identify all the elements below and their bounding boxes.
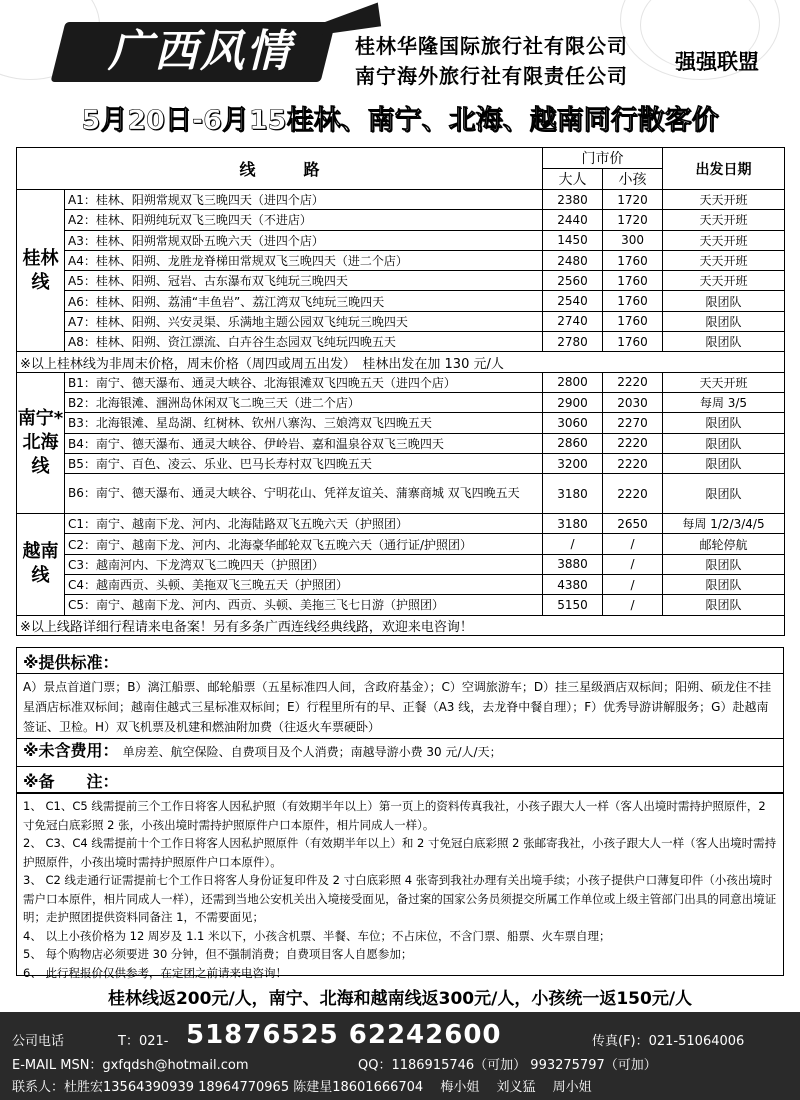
child-price: / bbox=[603, 595, 663, 615]
table-row bbox=[17, 190, 785, 210]
child-price: 1760 bbox=[603, 291, 663, 311]
child-price: 2220 bbox=[603, 372, 663, 392]
child-price: 2650 bbox=[603, 514, 663, 534]
fax: 传真(F)：021-51064006 bbox=[592, 1034, 745, 1049]
standards-heading: ※提供标准： bbox=[23, 653, 119, 672]
departure-date: 限团队 bbox=[663, 433, 785, 453]
table-row bbox=[17, 595, 785, 615]
child-header: 小孩 bbox=[603, 169, 663, 190]
remark-item: 4、 以上小孩价格为 12 周岁及 1.1 米以下，小孩含机票、半餐、车位；不占床位，不含门票、船票、火车票自理； bbox=[23, 928, 611, 943]
departure-date: 限团队 bbox=[663, 332, 785, 352]
table-row bbox=[17, 534, 785, 554]
route-name: B6：南宁、德天瀑布、通灵大峡谷、宁明花山、凭祥友谊关、蒲寨商城 双飞四晚五天 bbox=[65, 474, 543, 514]
child-price: 2220 bbox=[603, 433, 663, 453]
route-name: A4：桂林、阳朔、龙胜龙脊梯田常规双飞三晚四天（进二个店） bbox=[65, 250, 543, 270]
adult-price: 3180 bbox=[543, 514, 603, 534]
standards-box bbox=[16, 673, 784, 739]
departure-date: 每周 1/2/3/4/5 bbox=[663, 514, 785, 534]
departure-date: 天天开班 bbox=[663, 230, 785, 250]
phone-numbers: 51876525 62242600 bbox=[186, 1020, 502, 1050]
child-price: 1720 bbox=[603, 190, 663, 210]
all-routes-note: ※以上线路详细行程请来电备案！另有多条广西连线经典线路，欢迎来电咨询！ bbox=[17, 615, 785, 635]
child-price: 1760 bbox=[603, 250, 663, 270]
remark-item: 6、 此行程报价仅供参考，在定团之前请来电咨询！ bbox=[23, 965, 287, 980]
child-price: 1760 bbox=[603, 332, 663, 352]
adult-price: 5150 bbox=[543, 595, 603, 615]
route-name: B2：北海银滩、涠洲岛休闲双飞二晚三天（进二个店） bbox=[65, 392, 543, 412]
contacts: 联系人：杜胜宏13564390939 18964770965 陈建星18601666704 梅小姐 刘义猛 周小姐 bbox=[12, 1080, 592, 1095]
remarks-heading-box bbox=[16, 767, 784, 793]
departure-date: 限团队 bbox=[663, 575, 785, 595]
adult-price: 3200 bbox=[543, 453, 603, 473]
table-row bbox=[17, 230, 785, 250]
route-name: C2：南宁、越南下龙、河内、北海豪华邮轮双飞五晚六天（通行证/护照团） bbox=[65, 534, 543, 554]
excluded-heading: ※未含费用： bbox=[23, 741, 111, 760]
child-price: / bbox=[603, 534, 663, 554]
price-table bbox=[16, 147, 785, 636]
price-header: 门市价 bbox=[543, 148, 663, 169]
adult-price: 2440 bbox=[543, 210, 603, 230]
child-price: 2220 bbox=[603, 453, 663, 473]
remark-item: 1、 C1、C5 线需提前三个工作日将客人因私护照（有效期半年以上）第一页上的资料传真我社，小孩子跟大人一样（客人出境时需持护照原件，2 寸免冠白底彩照 2 张，小孩出境时需持护照原件户口本原件，相片同成人一样）。 bbox=[23, 799, 766, 832]
departure-date: 天天开班 bbox=[663, 250, 785, 270]
route-name: B5：南宁、百色、凌云、乐业、巴马长寿村双飞四晚五天 bbox=[65, 453, 543, 473]
departure-date: 天天开班 bbox=[663, 190, 785, 210]
route-name: A6：桂林、阳朔、荔浦“丰鱼岩”、荔江湾双飞纯玩三晚四天 bbox=[65, 291, 543, 311]
route-name: C5：南宁、越南下龙、河内、西贡、头顿、美拖三飞七日游（护照团） bbox=[65, 595, 543, 615]
child-price: / bbox=[603, 575, 663, 595]
note-row bbox=[17, 615, 785, 635]
adult-price: 2560 bbox=[543, 271, 603, 291]
table-row bbox=[17, 433, 785, 453]
departure-date: 限团队 bbox=[663, 595, 785, 615]
route-group-label: 南宁*北海线 bbox=[17, 372, 65, 513]
table-row bbox=[17, 554, 785, 574]
departure-date: 限团队 bbox=[663, 453, 785, 473]
route-name: B1：南宁、德天瀑布、通灵大峡谷、北海银滩双飞四晚五天（进四个店） bbox=[65, 372, 543, 392]
adult-price: 2860 bbox=[543, 433, 603, 453]
table-row bbox=[17, 575, 785, 595]
adult-price: 2800 bbox=[543, 372, 603, 392]
note-row bbox=[17, 352, 785, 372]
table-row bbox=[17, 453, 785, 473]
company-name-1: 桂林华隆国际旅行社有限公司 bbox=[355, 34, 628, 58]
logo-text: 广西风情 bbox=[108, 26, 292, 77]
route-name: A1：桂林、阳朔常规双飞三晚四天（进四个店） bbox=[65, 190, 543, 210]
adult-header: 大人 bbox=[543, 169, 603, 190]
departure-header: 出发日期 bbox=[663, 148, 785, 190]
rebate-line: 桂林线返200元/人，南宁、北海和越南线返300元/人，小孩统一返150元/人 bbox=[107, 989, 693, 1009]
route-name: B4：南宁、德天瀑布、通灵大峡谷、伊岭岩、嘉和温泉谷双飞三晚四天 bbox=[65, 433, 543, 453]
qq-numbers: QQ：1186915746（可加） 993275797（可加） bbox=[358, 1058, 657, 1073]
standards-heading-box bbox=[16, 647, 784, 673]
route-name: A3：桂林、阳朔常规双卧五晚六天（进四个店） bbox=[65, 230, 543, 250]
route-name: A5：桂林、阳朔、冠岩、古东瀑布双飞纯玩三晚四天 bbox=[65, 271, 543, 291]
email: E-MAIL MSN：gxfqdsh@hotmail.com bbox=[12, 1058, 249, 1073]
table-row bbox=[17, 311, 785, 331]
child-price: 1720 bbox=[603, 210, 663, 230]
adult-price: 4380 bbox=[543, 575, 603, 595]
adult-price: / bbox=[543, 534, 603, 554]
header bbox=[0, 0, 800, 92]
table-row bbox=[17, 291, 785, 311]
alliance-label: 强强联盟 bbox=[675, 50, 759, 74]
adult-price: 2740 bbox=[543, 311, 603, 331]
adult-price: 2480 bbox=[543, 250, 603, 270]
adult-price: 2900 bbox=[543, 392, 603, 412]
route-name: B3：北海银滩、星岛湖、红树林、钦州八寨沟、三娘湾双飞四晚五天 bbox=[65, 413, 543, 433]
departure-date: 天天开班 bbox=[663, 210, 785, 230]
route-name: A7：桂林、阳朔、兴安灵渠、乐满地主题公园双飞纯玩三晚四天 bbox=[65, 311, 543, 331]
departure-date: 限团队 bbox=[663, 474, 785, 514]
route-header: 线 路 bbox=[17, 148, 543, 190]
route-name: A2：桂林、阳朔纯玩双飞三晚四天（不进店） bbox=[65, 210, 543, 230]
table-row bbox=[17, 474, 785, 514]
remark-item: 5、 每个购物店必须要进 30 分钟，但不强制消费；自费项目客人自愿参加； bbox=[23, 947, 413, 961]
adult-price: 3180 bbox=[543, 474, 603, 514]
table-row bbox=[17, 392, 785, 412]
phone-label: 公司电话 bbox=[12, 1034, 65, 1049]
table-row bbox=[17, 514, 785, 534]
child-price: 2220 bbox=[603, 474, 663, 514]
departure-date: 天天开班 bbox=[663, 271, 785, 291]
child-price: 2270 bbox=[603, 413, 663, 433]
table-row bbox=[17, 250, 785, 270]
route-name: A8：桂林、阳朔、资江漂流、白卉谷生态园双飞纯玩四晚五天 bbox=[65, 332, 543, 352]
phone-prefix: T：021- bbox=[118, 1034, 169, 1049]
route-group-label: 越南线 bbox=[17, 514, 65, 615]
child-price: 1760 bbox=[603, 271, 663, 291]
child-price: 1760 bbox=[603, 311, 663, 331]
table-row bbox=[17, 372, 785, 392]
adult-price: 1450 bbox=[543, 230, 603, 250]
excluded-body: 单房差、航空保险、自费项目及个人消费；南越导游小费 30 元/人/天； bbox=[122, 745, 502, 759]
table-row bbox=[17, 271, 785, 291]
adult-price: 3060 bbox=[543, 413, 603, 433]
excluded-box bbox=[16, 739, 784, 767]
table-row bbox=[17, 210, 785, 230]
departure-date: 天天开班 bbox=[663, 372, 785, 392]
page-title: 5月20日-6月15桂林、南宁、北海、越南同行散客价 bbox=[81, 105, 719, 136]
remarks-box bbox=[16, 793, 784, 980]
route-name: C1：南宁、越南下龙、河内、北海陆路双飞五晚六天（护照团） bbox=[65, 514, 543, 534]
route-group-label: 桂林线 bbox=[17, 190, 65, 352]
route-name: C3：越南河内、下龙湾双飞二晚四天（护照团） bbox=[65, 554, 543, 574]
child-price: / bbox=[603, 554, 663, 574]
remark-item: 2、 C3、C4 线需提前十个工作日将客人因私护照原件（有效期半年以上）和 2 寸免冠白底彩照 2 张邮寄我社，小孩子跟大人一样（客人出境时需持护照原件，小孩出境时需持护照原件户口本原件）。 bbox=[23, 836, 777, 869]
departure-date: 限团队 bbox=[663, 554, 785, 574]
table-row bbox=[17, 332, 785, 352]
route-name: C4：越南西贡、头顿、美拖双飞三晚五天（护照团） bbox=[65, 575, 543, 595]
departure-date: 邮轮停航 bbox=[663, 534, 785, 554]
company-name-2: 南宁海外旅行社有限责任公司 bbox=[355, 64, 628, 88]
child-price: 300 bbox=[603, 230, 663, 250]
adult-price: 2380 bbox=[543, 190, 603, 210]
table-row bbox=[17, 413, 785, 433]
remark-item: 3、 C2 线走通行证需提前七个工作日将客人身份证复印件及 2 寸白底彩照 4 张寄到我社办理有关出境手续；小孩子提供户口薄复印件（小孩出境时需户口本原件，相片同成人一样），还需到当地公安机关出入境接受面见，备过案的国家公务员须提交所属工作单位或上级主管部门出具的同意出境证明；走护照团提供资料同备注 1，不需要面见； bbox=[23, 873, 777, 924]
departure-date: 限团队 bbox=[663, 291, 785, 311]
departure-date: 限团队 bbox=[663, 311, 785, 331]
departure-date: 限团队 bbox=[663, 413, 785, 433]
child-price: 2030 bbox=[603, 392, 663, 412]
guilin-note: ※以上桂林线为非周末价格，周末价格（周四或周五出发） 桂林出发在加 130 元/人 bbox=[17, 352, 785, 372]
standards-body: A）景点首道门票；B）漓江船票、邮轮船票（五星标准四人间，含政府基金）；C）空调旅游车；D）挂三星级酒店双标间；阳朔、硕龙住不挂星酒店标准双标间；越南住越式三星标准双标间；E）行程里所有的早、正餐（A3 线，去龙脊中餐自理）；F）优秀导游讲解服务；G）赴越南签证、卫检。H）双飞机票及机建和燃油附加费（往返火车票硬卧） bbox=[23, 680, 772, 734]
remarks-heading: ※备 注： bbox=[23, 772, 119, 791]
footer bbox=[0, 1012, 800, 1100]
adult-price: 2780 bbox=[543, 332, 603, 352]
adult-price: 2540 bbox=[543, 291, 603, 311]
departure-date: 每周 3/5 bbox=[663, 392, 785, 412]
adult-price: 3880 bbox=[543, 554, 603, 574]
